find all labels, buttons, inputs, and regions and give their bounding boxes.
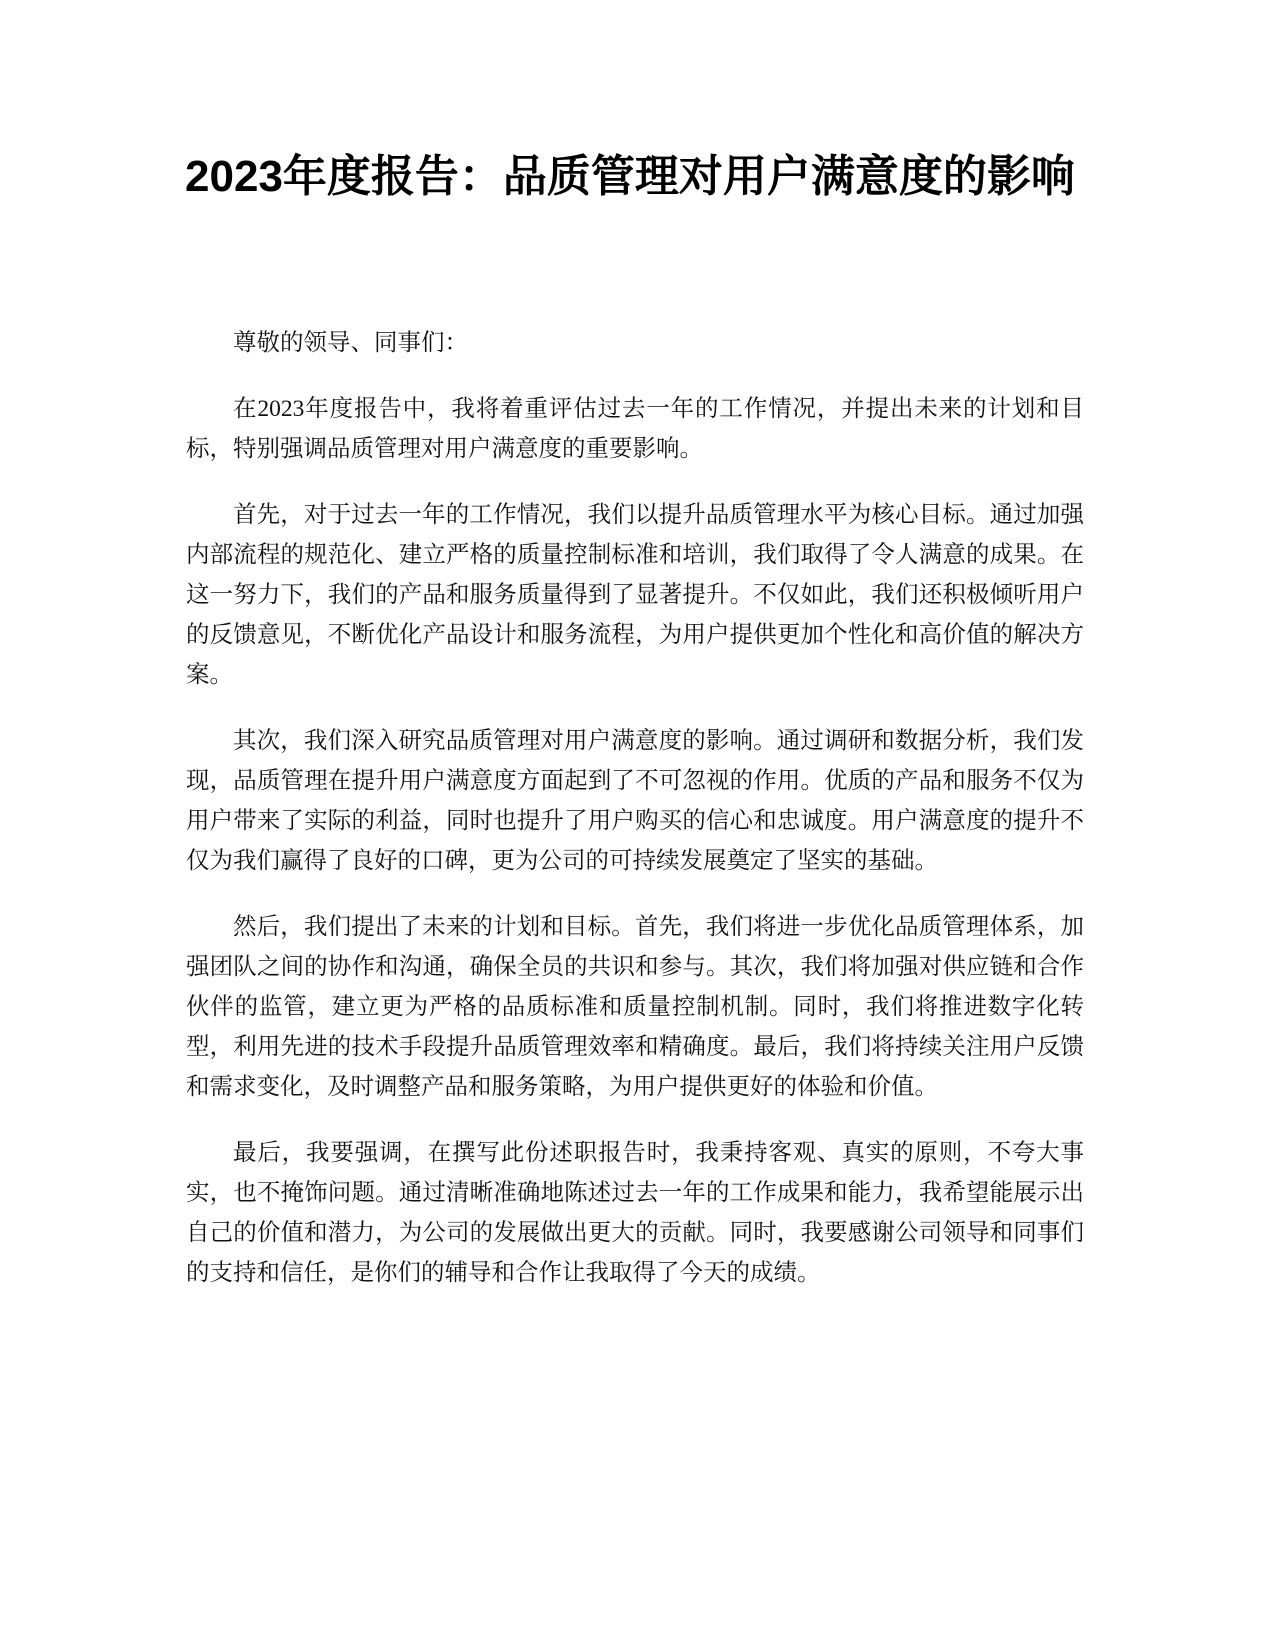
paragraph-research: 其次，我们深入研究品质管理对用户满意度的影响。通过调研和数据分析，我们发现，品质管理在提升用户满意度方面起到了不可忽视的作用。优质的产品和服务不仅为用户带来了实际的利益，同时也提升了用户购买的信心和忠诚度。用户满意度的提升不仅为我们赢得了良好的口碑，更为公司的可持续发展奠定了坚实的基础。: [186, 728, 1084, 874]
document-title: 2023年度报告：品质管理对用户满意度的影响: [185, 152, 1075, 201]
paragraph-conclusion: 最后，我要强调，在撰写此份述职报告时，我秉持客观、真实的原则，不夸大事实，也不掩饰问题。通过清晰准确地陈述过去一年的工作成果和能力，我希望能展示出自己的价值和潜力，为公司的发展做出更大的贡献。同时，我要感谢公司领导和同事们的支持和信任，是你们的辅导和合作让我取得了今天的成绩。: [186, 1140, 1084, 1286]
document-body: [186, 323, 1084, 1319]
paragraph-intro: 在2023年度报告中，我将着重评估过去一年的工作情况，并提出未来的计划和目标，特别强调品质管理对用户满意度的重要影响。: [186, 396, 1084, 462]
salutation: 尊敬的领导、同事们：: [233, 330, 468, 356]
paragraph-future-plans: 然后，我们提出了未来的计划和目标。首先，我们将进一步优化品质管理体系，加强团队之间的协作和沟通，确保全员的共识和参与。其次，我们将加强对供应链和合作伙伴的监管，建立更为严格的品质标准和质量控制机制。同时，我们将推进数字化转型，利用先进的技术手段提升品质管理效率和精确度。最后，我们将持续关注用户反馈和需求变化，及时调整产品和服务策略，为用户提供更好的体验和价值。: [186, 914, 1084, 1100]
paragraph-past-work: 首先，对于过去一年的工作情况，我们以提升品质管理水平为核心目标。通过加强内部流程的规范化、建立严格的质量控制标准和培训，我们取得了令人满意的成果。在这一努力下，我们的产品和服务质量得到了显著提升。不仅如此，我们还积极倾听用户的反馈意见，不断优化产品设计和服务流程，为用户提供更加个性化和高价值的解决方案。: [186, 502, 1084, 688]
